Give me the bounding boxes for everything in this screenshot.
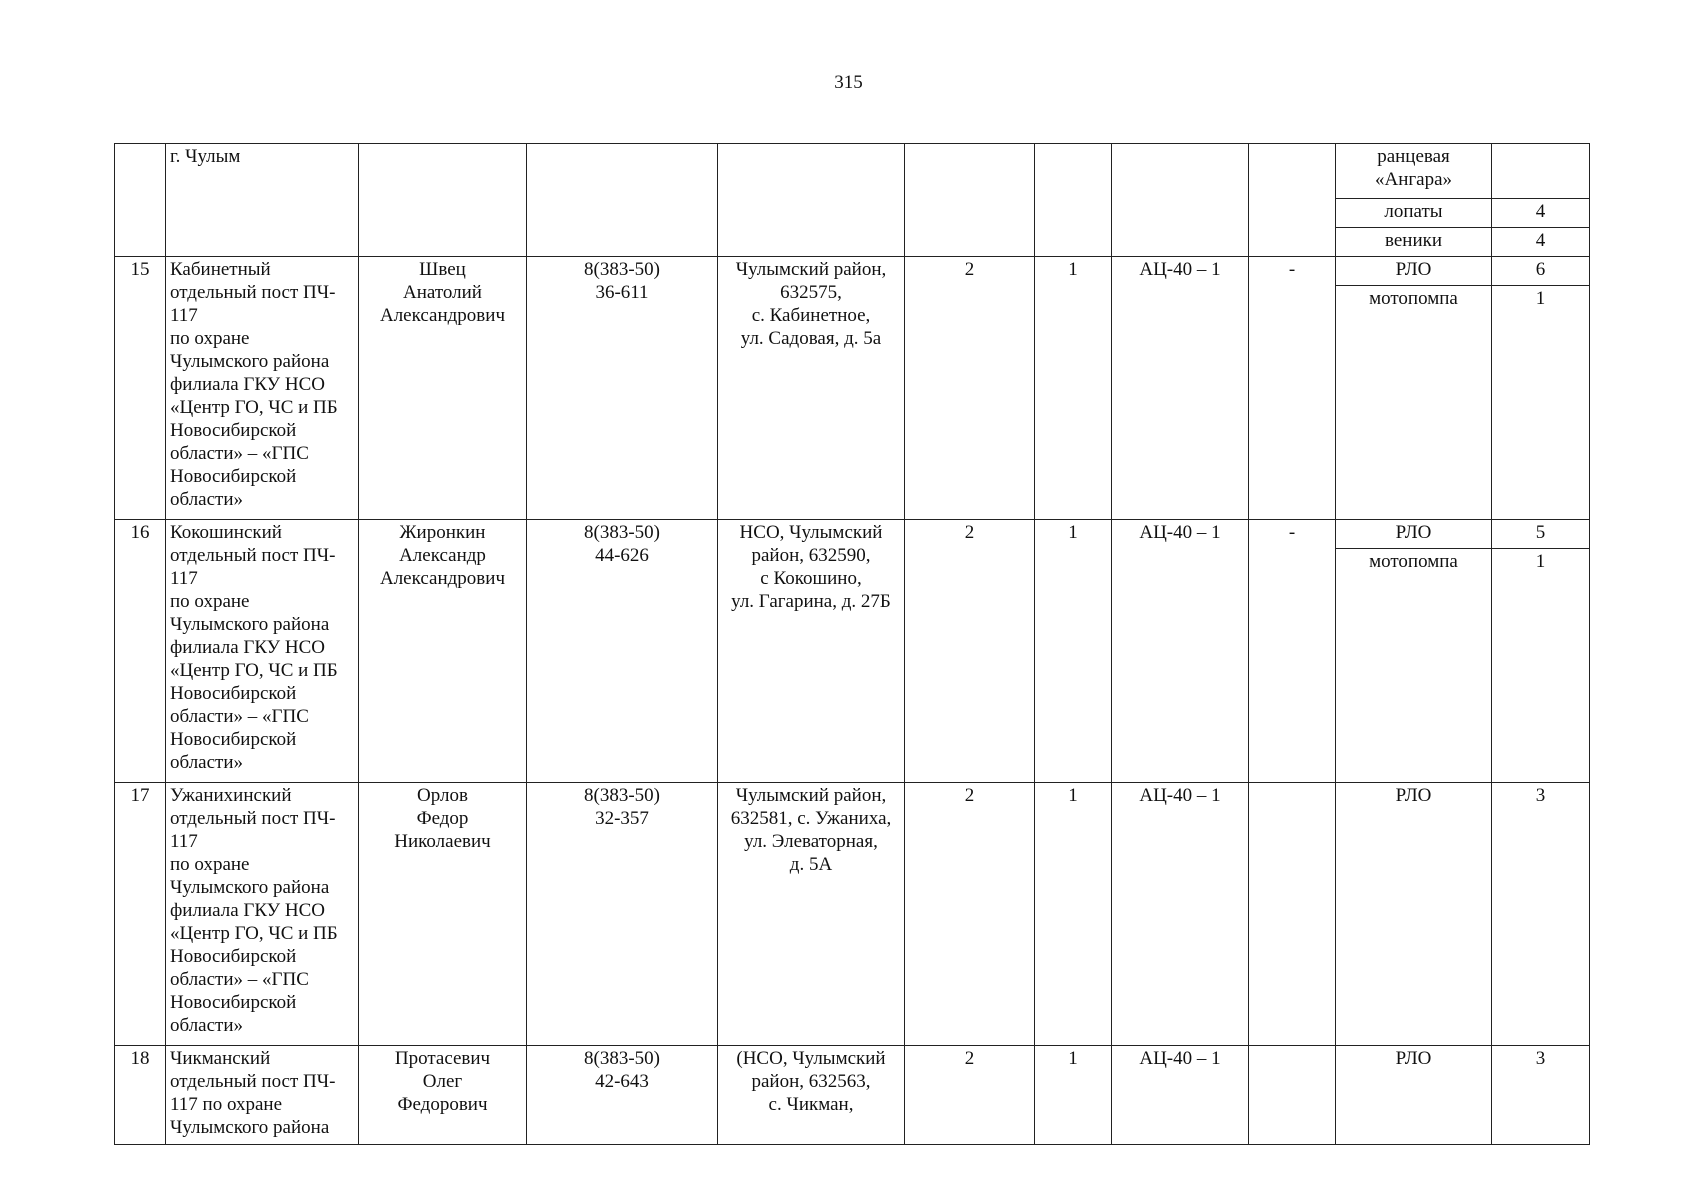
cell-head: Орлов Федор Николаевич: [359, 783, 527, 1046]
cell-col6: 1: [1035, 520, 1112, 783]
cell-num: 16: [115, 520, 166, 783]
cell-col8: -: [1249, 257, 1336, 520]
table-row-continuation: [115, 144, 1590, 199]
cell-num: [115, 144, 166, 257]
cell-post-name: г. Чулым: [166, 144, 359, 257]
table-row: [115, 520, 1590, 549]
cell-col8: [1249, 144, 1336, 257]
cell-col5: [905, 144, 1035, 257]
page-number: 315: [834, 72, 863, 93]
table-row: [115, 783, 1590, 1046]
cell-equipment-name: мотопомпа: [1336, 549, 1492, 783]
table-row: [115, 257, 1590, 286]
cell-vehicles: АЦ-40 – 1: [1112, 257, 1249, 520]
cell-phone: 8(383-50) 32-357: [527, 783, 718, 1046]
cell-post-name: Чикманский отдельный пост ПЧ- 117 по охране Чулымского района: [166, 1046, 359, 1145]
cell-post-name: Кокошинский отдельный пост ПЧ- 117 по охране Чулымского района филиала ГКУ НСО «Центр ГО, ЧС и ПБ Новосибирской области» – «ГПС Новосибирской области»: [166, 520, 359, 783]
cell-vehicles: [1112, 144, 1249, 257]
cell-phone: 8(383-50) 42-643: [527, 1046, 718, 1145]
cell-head: Жиронкин Александр Александрович: [359, 520, 527, 783]
cell-equipment-name: РЛО: [1336, 257, 1492, 286]
cell-equipment-qty: 1: [1492, 549, 1590, 783]
cell-col5: 2: [905, 783, 1035, 1046]
cell-col6: 1: [1035, 1046, 1112, 1145]
cell-head: Швец Анатолий Александрович: [359, 257, 527, 520]
cell-equipment-name: РЛО: [1336, 520, 1492, 549]
cell-col6: 1: [1035, 257, 1112, 520]
cell-equipment-name: РЛО: [1336, 1046, 1492, 1145]
cell-vehicles: АЦ-40 – 1: [1112, 520, 1249, 783]
cell-equipment-qty: 3: [1492, 1046, 1590, 1145]
cell-col8: [1249, 1046, 1336, 1145]
cell-head: Протасевич Олег Федорович: [359, 1046, 527, 1145]
cell-address: Чулымский район, 632581, с. Ужаниха, ул. Элеваторная, д. 5А: [718, 783, 905, 1046]
cell-equipment-qty: 6: [1492, 257, 1590, 286]
cell-col8: [1249, 783, 1336, 1046]
cell-equipment-qty: 4: [1492, 228, 1590, 257]
cell-phone: 8(383-50) 44-626: [527, 520, 718, 783]
cell-equipment-name: лопаты: [1336, 199, 1492, 228]
cell-col6: [1035, 144, 1112, 257]
cell-num: 15: [115, 257, 166, 520]
cell-equipment-qty: 4: [1492, 199, 1590, 228]
cell-equipment-name: мотопомпа: [1336, 286, 1492, 520]
cell-col8: -: [1249, 520, 1336, 783]
cell-num: 18: [115, 1046, 166, 1145]
cell-equipment-qty: 3: [1492, 783, 1590, 1046]
cell-vehicles: АЦ-40 – 1: [1112, 1046, 1249, 1145]
cell-post-name: Ужанихинский отдельный пост ПЧ- 117 по охране Чулымского района филиала ГКУ НСО «Центр ГО, ЧС и ПБ Новосибирской области» – «ГПС Новосибирской области»: [166, 783, 359, 1046]
cell-equipment-qty: 5: [1492, 520, 1590, 549]
cell-equipment-qty: 1: [1492, 286, 1590, 520]
cell-equipment-name: веники: [1336, 228, 1492, 257]
cell-address: [718, 144, 905, 257]
cell-address: (НСО, Чулымский район, 632563, с. Чикман,: [718, 1046, 905, 1145]
cell-num: 17: [115, 783, 166, 1046]
table-row: [115, 1046, 1590, 1145]
cell-post-name: Кабинетный отдельный пост ПЧ- 117 по охране Чулымского района филиала ГКУ НСО «Центр ГО, ЧС и ПБ Новосибирской области» – «ГПС Новосибирской области»: [166, 257, 359, 520]
cell-col5: 2: [905, 1046, 1035, 1145]
cell-col6: 1: [1035, 783, 1112, 1046]
cell-address: НСО, Чулымский район, 632590, с Кокошино, ул. Гагарина, д. 27Б: [718, 520, 905, 783]
cell-vehicles: АЦ-40 – 1: [1112, 783, 1249, 1046]
cell-equipment-name: ранцевая «Ангара»: [1336, 144, 1492, 199]
cell-address: Чулымский район, 632575, с. Кабинетное, ул. Садовая, д. 5а: [718, 257, 905, 520]
cell-col5: 2: [905, 520, 1035, 783]
fire-posts-table: [114, 143, 1590, 1145]
cell-phone: [527, 144, 718, 257]
cell-head: [359, 144, 527, 257]
cell-phone: 8(383-50) 36-611: [527, 257, 718, 520]
cell-equipment-name: РЛО: [1336, 783, 1492, 1046]
cell-equipment-qty: [1492, 144, 1590, 199]
cell-col5: 2: [905, 257, 1035, 520]
